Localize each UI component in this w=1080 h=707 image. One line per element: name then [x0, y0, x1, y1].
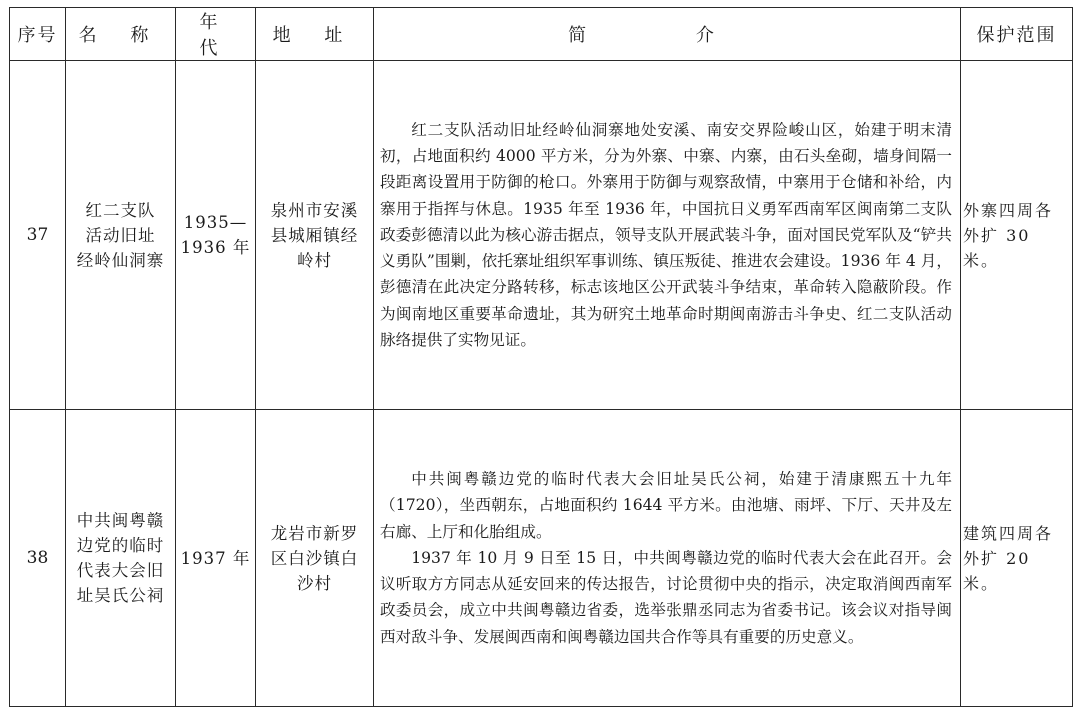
name-line: 活动旧址 [85, 225, 156, 245]
protection-line: 外寨四周各 [963, 200, 1054, 220]
address-line: 县城厢镇经 [270, 225, 359, 245]
row-protection [961, 61, 1073, 410]
row-seq: 37 [10, 61, 66, 410]
header-intro: 简 介 [374, 8, 961, 61]
header-protection: 保护范围 [961, 8, 1073, 61]
name-line: 经岭仙洞寨 [76, 250, 165, 270]
row-seq: 38 [10, 410, 66, 707]
name-line: 边党的临时 [76, 536, 165, 555]
intro-paragraph: 中共闽粤赣边党的临时代表大会旧址吴氏公祠，始建于清康熙五十九年（1720），坐西朝东，占地面积约 1644 平方米。由池塘、雨坪、下厅、天井及左右廊、上厅和化胎组成。 [380, 470, 952, 541]
row-protection [961, 410, 1073, 707]
header-seq: 序号 [10, 8, 66, 61]
protection-line: 外扩 30 米。 [963, 225, 1031, 270]
intro-paragraph: 1937 年 10 月 9 日至 15 日，中共闽粤赣边党的临时代表大会在此召开。会议听取方方同志从延安回来的传达报告，讨论贯彻中央的指示，决定取消闽西南军政委员会，成立中共闽粤赣边省委，选举张鼎丞同志为省委书记。该会议对指导闽西对敌斗争、发展闽西南和闽粤赣边国共合作等具有重要的历史意义。 [380, 548, 952, 646]
era-line: 1936 年 [180, 238, 251, 257]
row-address [256, 61, 374, 410]
address-line: 龙岩市新罗 [270, 523, 359, 543]
era-line: 1937 年 [180, 548, 251, 568]
address-line: 区白沙镇白 [270, 548, 359, 568]
row-name [66, 61, 176, 410]
header-era: 年 代 [176, 8, 256, 61]
address-line: 沙村 [297, 573, 332, 593]
intro-paragraph: 红二支队活动旧址经岭仙洞寨地处安溪、南安交界险峻山区，始建于明末清初，占地面积约 4000 平方米，分为外寨、中寨、内寨，由石头垒砌，墙身间隔一段距离设置用于防御的枪口。外寨用于防御与观察敌情，中寨用于仓储和补给，内寨用于指挥与休息。1935 年至 1936 年，中国抗日义勇军西南军区闽南第二支队政委彭德清以此为核心游击据点，领导支队开展武装斗争，面对国民党军队及“铲共义勇队”围剿，依托寨址组织军事训练、镇压叛徒、推进农会建设。1936 年 4 月，彭德清在此决定分路转移，标志该地区公开武装斗争结束，革命转入隐蔽阶段。作为闽南地区重要革命遗址，其为研究土地革命时期闽南游击斗争史、红二支队活动脉络提供了实物见证。 [380, 121, 952, 349]
address-line: 泉州市安溪 [270, 200, 359, 220]
protection-line: 建筑四周各 [963, 523, 1054, 543]
address-line: 岭村 [297, 250, 332, 270]
row-intro [374, 61, 961, 410]
era-line: 1935— [183, 213, 248, 232]
heritage-sites-table [9, 7, 1073, 707]
protection-line: 外扩 20 米。 [963, 548, 1031, 593]
row-era [176, 410, 256, 707]
name-line: 址吴氏公祠 [76, 586, 165, 605]
table-header-row [10, 8, 1073, 61]
row-intro [374, 410, 961, 707]
header-address: 地 址 [256, 8, 374, 61]
name-line: 代表大会旧 [76, 561, 165, 580]
name-line: 中共闽粤赣 [76, 511, 165, 530]
row-name [66, 410, 176, 707]
row-era [176, 61, 256, 410]
table-row [10, 410, 1073, 707]
table-row [10, 61, 1073, 410]
header-name: 名 称 [66, 8, 176, 61]
row-address [256, 410, 374, 707]
name-line: 红二支队 [85, 200, 156, 220]
